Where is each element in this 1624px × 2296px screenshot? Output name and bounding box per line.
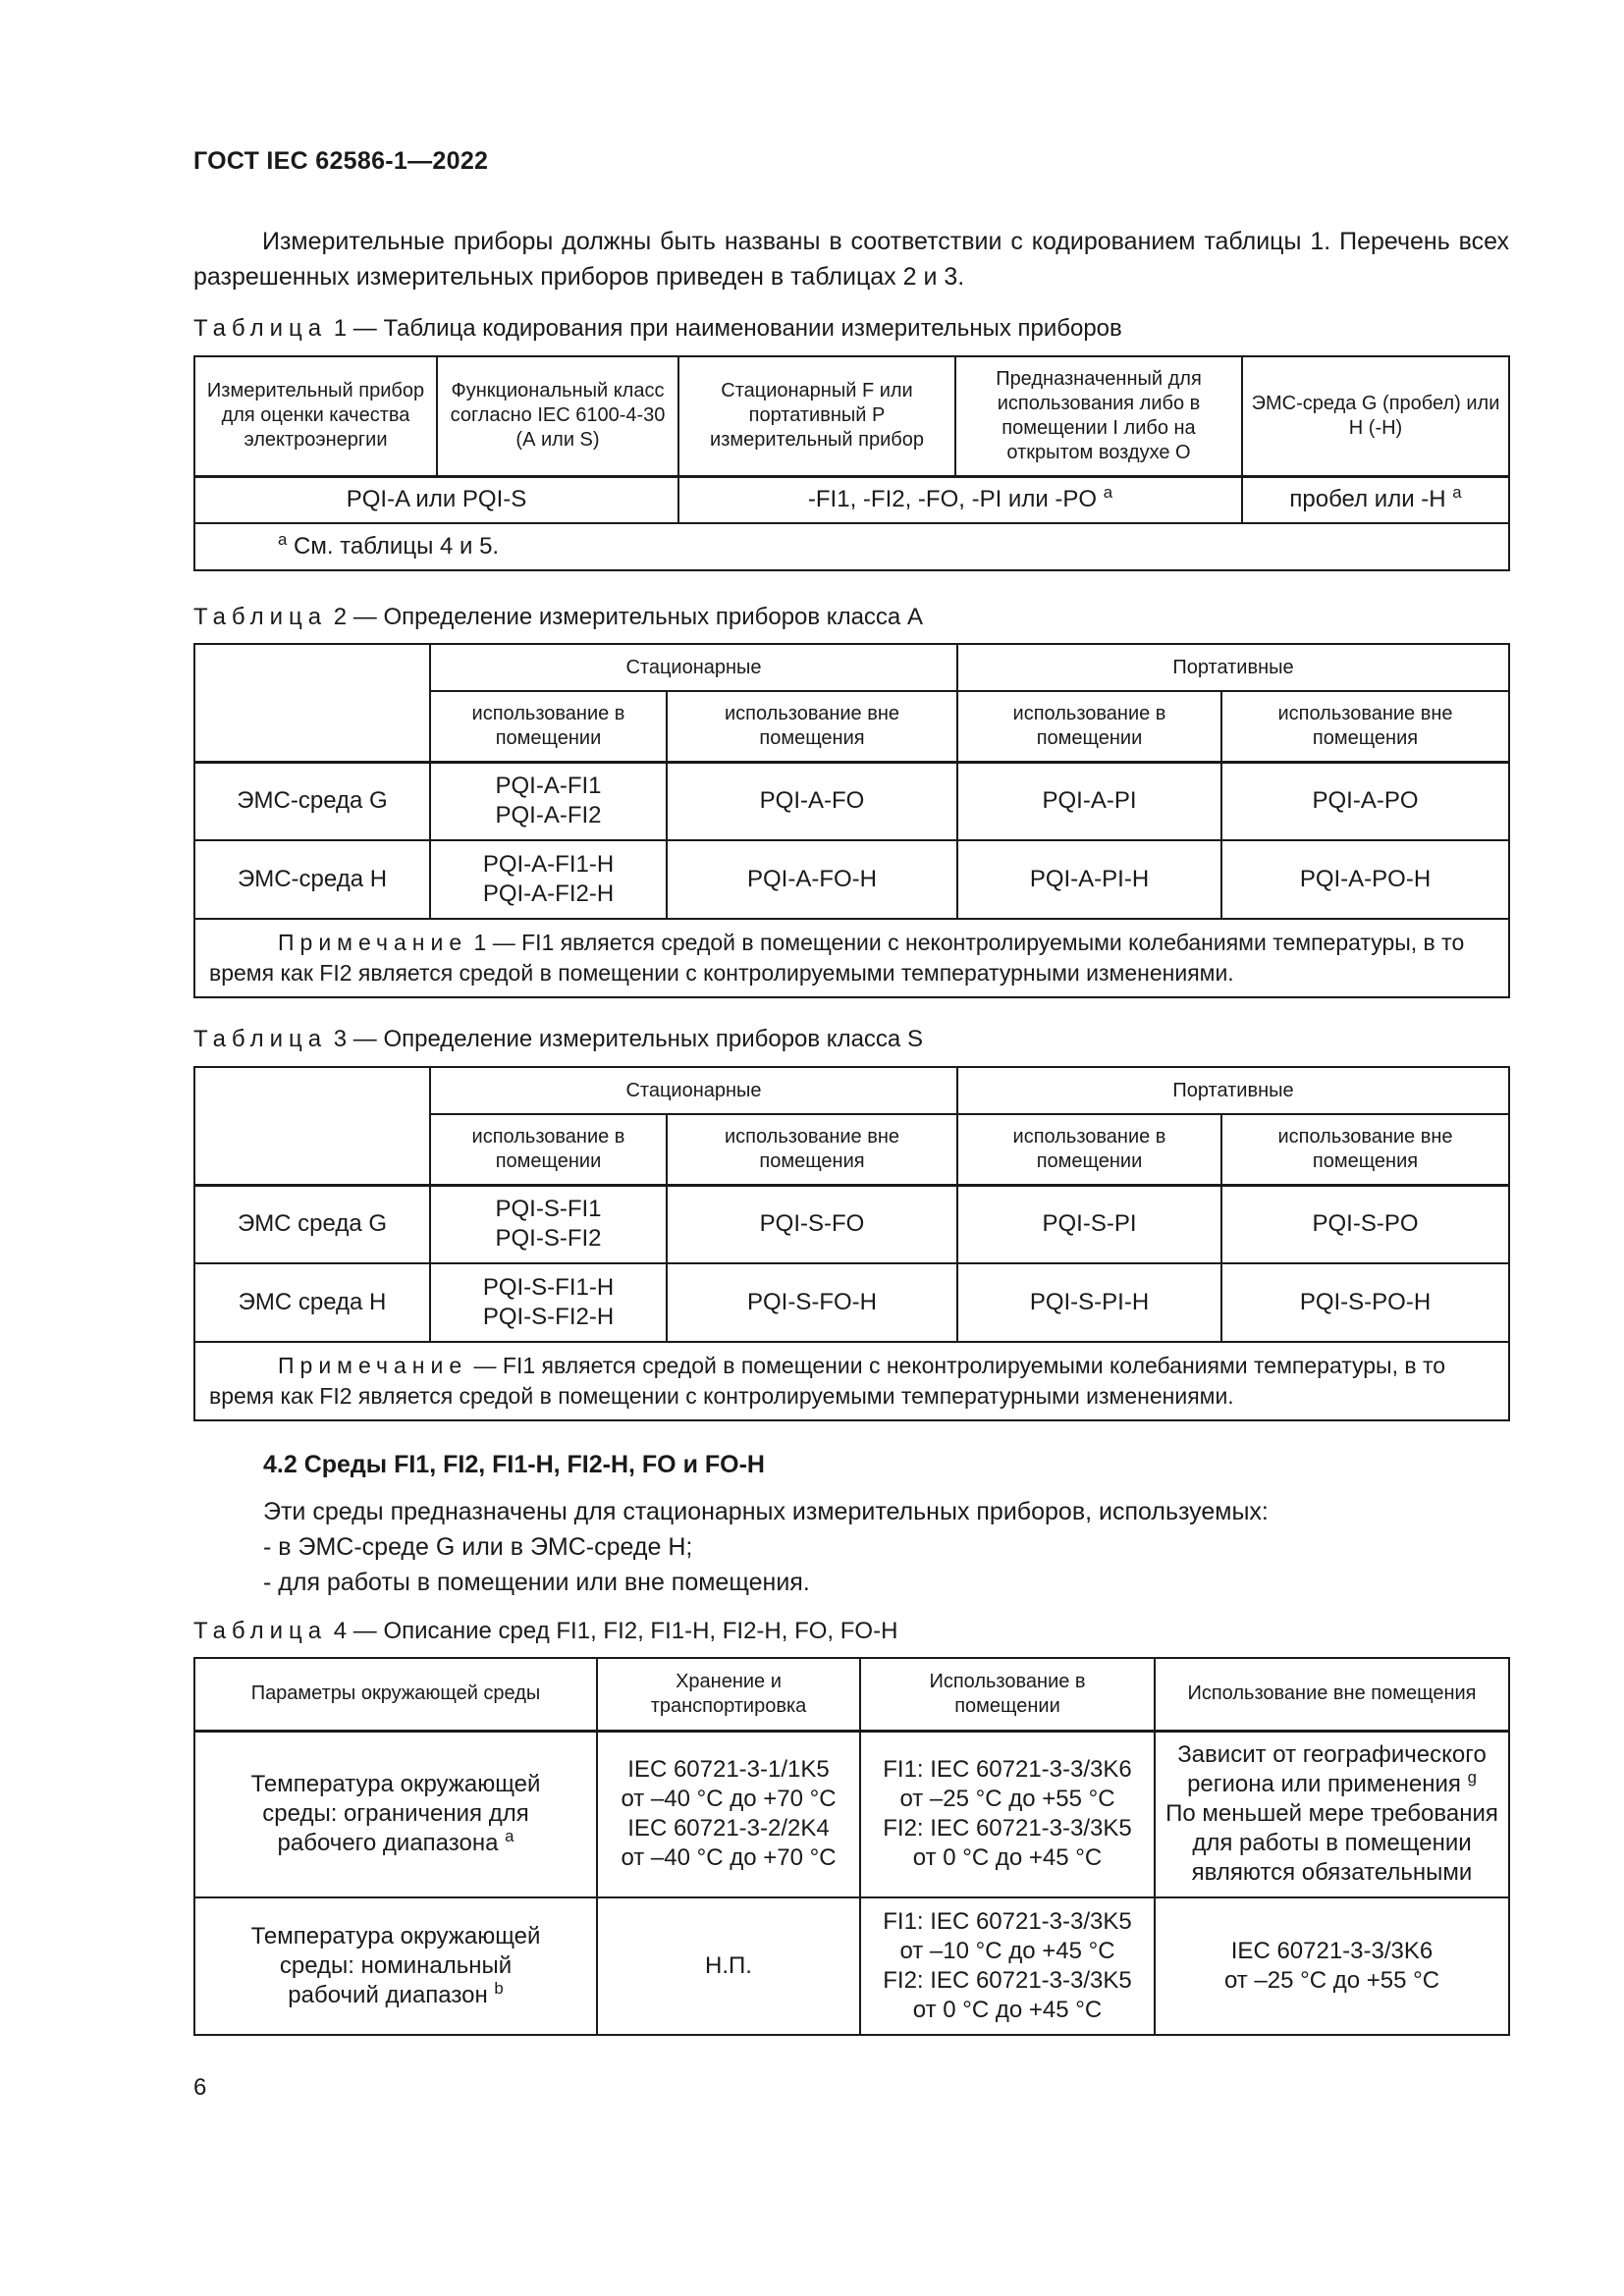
table-row: Температура окружающей среды: ограничения для рабочего диапазона $^a$ IEC 60721-3-1/1K5 от –40 °C до +70 °C IEC 60721-3-2/2K4 от –40 °C до +70 °C FI1: IEC 60721-3-3/3K6 от –25 °C до +55 °C FI2: IEC 60721-3-3/3K5 от 0 °C до +45 °C Зависит от географического региона или применения $^g$ По меньшей мере требования для работы в помещении являются обязательными xyxy=(194,1731,1509,1897)
section-text: Эти среды предназначены для стационарных измерительных приборов, используемых: - в ЭМС-среде G или в ЭМС-среде H; - для работы в помещении или вне помещения. xyxy=(263,1498,1269,1596)
table3-subheader: использование в помещении xyxy=(957,1114,1221,1185)
table4-header: Использование в помещении xyxy=(860,1658,1155,1731)
footnote-marker: a xyxy=(1103,483,1113,503)
table-row: ЭМС среда H PQI-S-FI1-H PQI-S-FI2-H PQI-S-FO-H PQI-S-PI-H PQI-S-PO-H xyxy=(194,1263,1509,1342)
table1-header: Функциональный класс согласно IEC 6100-4-30 (А или S) xyxy=(437,356,678,476)
table-row: Температура окружающей среды: номинальный рабочий диапазон $^b$ Н.П. FI1: IEC 60721-3-3/3K5 от –10 °C до +45 °C FI2: IEC 60721-3-3/3K5 от 0 °C до +45 °C IEC 60721-3-3/3K6 от –25 °C до +55 °C xyxy=(194,1897,1509,2035)
table2-caption: Таблица 2 — Определение измерительных приборов класса А xyxy=(193,604,923,630)
table3-subheader: использование вне помещения xyxy=(667,1114,957,1185)
table2-note: Примечание 1 — FI1 является средой в помещении с неконтролируемыми колебаниями температуры, в то время как FI2 является средой в помещении с контролируемыми температурными изменениями. xyxy=(194,919,1509,997)
table2-subheader: использование в помещении xyxy=(957,691,1221,762)
table4 xyxy=(193,1657,1510,2036)
table4-header: Хранение и транспортировка xyxy=(597,1658,860,1731)
table-row: ЭМС-среда H PQI-A-FI1-H PQI-A-FI2-H PQI-A-FO-H PQI-A-PI-H PQI-A-PO-H xyxy=(194,840,1509,919)
table3 xyxy=(193,1066,1510,1421)
table4-header: Параметры окружающей среды xyxy=(194,1658,597,1731)
table2-subheader: использование вне помещения xyxy=(667,691,957,762)
table1-header: Измерительный прибор для оценки качества электроэнергии xyxy=(194,356,437,476)
table3-group-stationary: Стационарные xyxy=(430,1067,957,1114)
table1-cell: -FI1, -FI2, -FO, -PI или -PO $^a$ xyxy=(678,476,1242,523)
table1 xyxy=(193,355,1510,571)
table-row: ЭМС среда G PQI-S-FI1 PQI-S-FI2 PQI-S-FO PQI-S-PI PQI-S-PO xyxy=(194,1185,1509,1263)
table3-caption: Таблица 3 — Определение измерительных приборов класса S xyxy=(193,1026,923,1052)
table1-caption xyxy=(193,315,1122,343)
table4-header: Использование вне помещения xyxy=(1155,1658,1509,1731)
table1-label: Таблица xyxy=(193,315,328,342)
table3-note: Примечание — FI1 является средой в помещении с неконтролируемыми колебаниями температуры, в то время как FI2 является средой в помещении с контролируемыми температурными изменениями. xyxy=(194,1342,1509,1420)
table1-header: ЭМС-среда G (пробел) или H (-H) xyxy=(1242,356,1509,476)
table1-cell: пробел или -H $^a$ xyxy=(1242,476,1509,523)
document-header: ГОСТ IEC 62586-1—2022 xyxy=(193,147,489,175)
table1-footnote: $^a$ См. таблицы 4 и 5. xyxy=(194,523,1509,570)
table1-header: Стационарный F или портативный P измерительный прибор xyxy=(678,356,955,476)
table2-group-portable: Портативные xyxy=(957,644,1509,691)
table2 xyxy=(193,643,1510,998)
table3-subheader: использование вне помещения xyxy=(1221,1114,1509,1185)
table2-group-stationary: Стационарные xyxy=(430,644,957,691)
table3-group-portable: Портативные xyxy=(957,1067,1509,1114)
table2-subheader: использование вне помещения xyxy=(1221,691,1509,762)
table1-header: Предназначенный для использования либо в помещении I либо на открытом воздухе О xyxy=(955,356,1242,476)
table1-title: 1 — Таблица кодирования при наименовании измерительных приборов xyxy=(333,315,1122,342)
table4-caption: Таблица 4 — Описание сред FI1, FI2, FI1-H, FI2-H, FO, FO-H xyxy=(193,1618,898,1644)
intro-paragraph: Измерительные приборы должны быть названы в соответствии с кодированием таблицы 1. Перечень всех разрешенных измерительных приборов приведен в таблицах 2 и 3. xyxy=(193,228,1509,291)
table3-subheader: использование в помещении xyxy=(430,1114,667,1185)
section-title: 4.2 Среды FI1, FI2, FI1-H, FI2-H, FO и FO-H xyxy=(263,1451,765,1478)
footnote-marker: a xyxy=(1452,483,1462,503)
page-number: 6 xyxy=(193,2074,207,2101)
table-row: ЭМС-среда G PQI-A-FI1 PQI-A-FI2 PQI-A-FO PQI-A-PI PQI-A-PO xyxy=(194,762,1509,840)
table2-subheader: использование в помещении xyxy=(430,691,667,762)
table1-cell: PQI-A или PQI-S xyxy=(194,476,678,523)
